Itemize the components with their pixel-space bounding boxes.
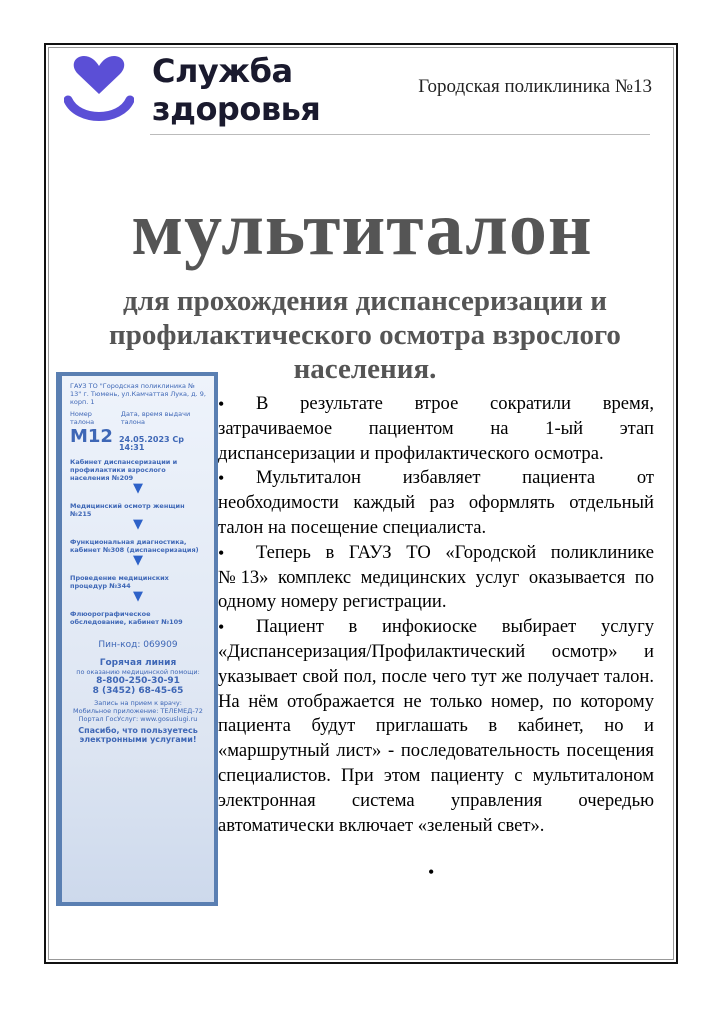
ticket-step: Проведение медицинских процедур №344 <box>70 574 169 590</box>
bullet-text: Теперь в ГАУЗ ТО «Городской поликлинике №13» комплекс медицинских услуг оказывается по одному номеру регистрации. <box>218 541 654 613</box>
bullet-item <box>218 392 654 466</box>
bullet-icon: • <box>218 542 225 563</box>
ticket-date-label: Дата, время выдачи талона <box>120 410 191 426</box>
ticket-thanks: Спасибо, что пользуетесь электронными услугами! <box>78 726 198 744</box>
ticket-hotline-sub: по оказанию медицинской помощи: <box>76 668 200 676</box>
bullet-list <box>218 392 654 838</box>
ticket-photo <box>56 372 218 906</box>
page-subtitle: для прохождения диспансеризации и профилактического осмотра взрослого населения. <box>109 285 621 385</box>
arrow-down-icon: ▼ <box>133 553 143 568</box>
ticket-pin: Пин-код: 069909 <box>98 640 178 650</box>
bullet-text: Мультиталон избавляет пациента от необходимости каждый раз оформлять отдельный талон на посещение специалиста. <box>218 467 654 538</box>
ticket-number: М12 <box>70 426 113 447</box>
bullet-icon: • <box>218 617 225 638</box>
ticket-step: Медицинский осмотр женщин №215 <box>70 502 185 518</box>
arrow-down-icon: ▼ <box>133 517 143 532</box>
ticket-paper <box>62 376 214 902</box>
ticket-org: ГАУЗ ТО "Городская поликлиника № 13" г. Тюмень, ул.Камчаттая Лука, д. 9, корп. 1 <box>70 382 206 406</box>
bullet-text: В результате втрое сократили время, затрачиваемое пациентом на 1-ый этап диспансеризации и профилактического осмотра. <box>218 393 654 464</box>
organization-name: Городская поликлиника №13 <box>418 76 652 97</box>
arrow-down-icon: ▼ <box>133 481 143 496</box>
logo-line-2: здоровья <box>152 90 321 128</box>
arrow-down-icon: ▼ <box>133 589 143 604</box>
ticket-step: Флюорографическое обследование, кабинет №109 <box>70 610 183 626</box>
bullet-text: Пациент в инфокиоске выбирает услугу «Диспансеризация/Профилактический осмотр» и указывает свой пол, после чего тут же получает талон. На нём отображается не только номер, по которому пациента будут приглашать в кабинет, но и «маршрутный лист» - последовательность посещения специалистов. При этом пациенту с мультиталоном электронная система управления очередью автоматически включает «зеленый свет». <box>218 616 654 836</box>
logo-wordmark <box>152 52 320 128</box>
heart-smile-logo-icon <box>64 56 134 124</box>
ticket-hotline-title: Горячая линия <box>99 658 177 668</box>
ticket-phone-1: 8-800-250-30-91 <box>96 676 180 686</box>
ticket-portal: Портал ГосУслуг: www.gosuslugi.ru <box>78 715 198 723</box>
ticket-record: Запись на прием к врачу: <box>94 699 182 707</box>
bullet-item <box>218 541 654 615</box>
ticket-number-label: Номер талона <box>70 410 95 426</box>
bullet-icon: • <box>218 394 225 414</box>
ticket-step: Кабинет диспансеризации и профилактики взрослого населения №209 <box>70 458 178 482</box>
header-divider <box>150 134 650 135</box>
ticket-phone-2: 8 (3452) 68-45-65 <box>92 686 184 696</box>
ticket-step: Функциональная диагностика, кабинет №308 (диспансеризация) <box>70 538 199 554</box>
bullet-item <box>218 615 654 838</box>
ticket-app: Мобильное приложение: ТЕЛЕМЕД-72 <box>73 707 203 715</box>
ticket-date: 24.05.2023 Ср 14:31 <box>118 435 184 452</box>
bullet-icon: • <box>218 468 225 489</box>
page-title: мультиталон <box>131 187 593 271</box>
bullet-item <box>218 466 654 540</box>
logo-line-1: Служба <box>152 52 293 90</box>
trailing-bullet-icon: • <box>428 862 435 882</box>
